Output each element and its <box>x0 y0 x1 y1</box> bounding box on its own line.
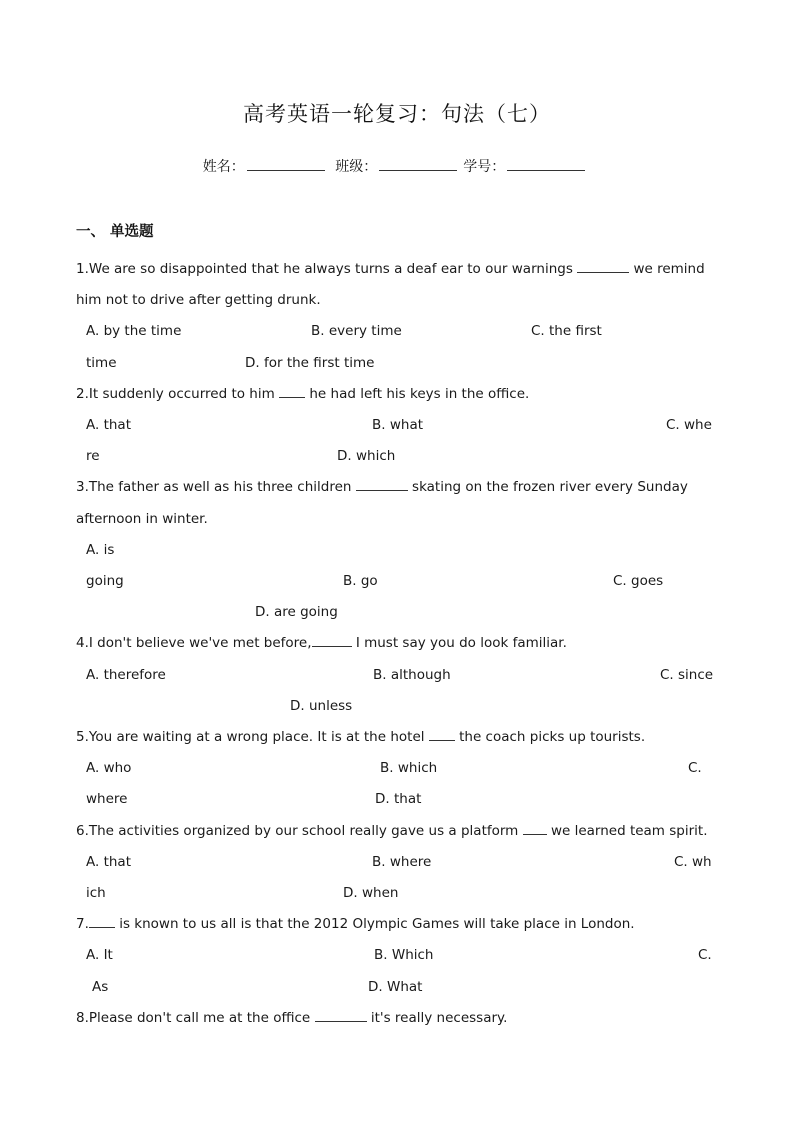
question-text: I must say you do look familiar. <box>355 635 567 651</box>
question-text: 3.The father as well as his three children <box>76 479 352 495</box>
option-a[interactable]: A. therefore <box>86 667 166 683</box>
name-label: 姓名： <box>202 159 245 175</box>
option-b[interactable]: B. what <box>372 417 424 433</box>
question-3-stem-cont: afternoon in winter. <box>76 511 208 527</box>
option-c-wrap[interactable]: ich <box>86 885 106 901</box>
option-c[interactable]: C. wh <box>674 854 712 870</box>
question-text: 8.Please don't call me at the office <box>76 1010 311 1026</box>
option-b[interactable]: B. Which <box>374 947 434 963</box>
answer-blank[interactable] <box>279 385 305 398</box>
question-text: 1.We are so disappointed that he always turns a deaf ear to our warnings <box>76 261 573 277</box>
option-b[interactable]: B. which <box>380 760 438 776</box>
question-2-stem <box>76 385 529 403</box>
option-d[interactable]: D. for the first time <box>245 355 375 371</box>
answer-blank[interactable] <box>429 728 455 741</box>
option-d[interactable]: D. which <box>337 448 396 464</box>
option-c[interactable]: C. <box>688 760 702 776</box>
question-6-stem <box>76 822 708 840</box>
answer-blank[interactable] <box>523 822 547 835</box>
question-text: the coach picks up tourists. <box>459 729 646 745</box>
option-c-wrap[interactable]: where <box>86 791 128 807</box>
option-a[interactable]: A. by the time <box>86 323 182 339</box>
question-text: 2.It suddenly occurred to him <box>76 386 275 402</box>
option-a[interactable]: A. It <box>86 947 113 963</box>
question-text: we learned team spirit. <box>550 823 708 839</box>
option-d[interactable]: D. when <box>343 885 399 901</box>
page-title: 高考英语一轮复习：句法（七） <box>243 102 551 126</box>
option-b[interactable]: B. where <box>372 854 432 870</box>
option-b[interactable]: B. although <box>373 667 451 683</box>
answer-blank[interactable] <box>312 634 352 647</box>
id-label: 学号： <box>463 159 506 175</box>
answer-blank[interactable] <box>315 1009 367 1022</box>
answer-blank[interactable] <box>356 478 408 491</box>
question-text: 6.The activities organized by our school really gave us a platform <box>76 823 519 839</box>
option-d[interactable]: D. unless <box>290 698 353 714</box>
question-text: we remind <box>633 261 705 277</box>
option-c[interactable]: C. since <box>660 667 714 683</box>
option-b[interactable]: B. every time <box>311 323 402 339</box>
class-label: 班级： <box>335 159 378 175</box>
id-blank[interactable] <box>507 158 585 171</box>
class-blank[interactable] <box>379 158 457 171</box>
question-4-stem <box>76 634 567 652</box>
name-blank[interactable] <box>247 158 325 171</box>
question-7-stem <box>76 915 635 933</box>
option-c[interactable]: C. whe <box>666 417 712 433</box>
question-text: skating on the frozen river every Sunday <box>412 479 688 495</box>
option-a[interactable]: A. is <box>86 542 115 558</box>
question-1-stem <box>76 260 705 278</box>
option-c[interactable]: C. goes <box>613 573 664 589</box>
option-d[interactable]: D. that <box>375 791 422 807</box>
option-c-wrap[interactable]: As <box>92 979 109 995</box>
option-a-wrap[interactable]: going <box>86 573 124 589</box>
question-text: 4.I don't believe we've met before, <box>76 635 312 651</box>
question-5-stem <box>76 728 645 746</box>
student-info <box>0 156 794 176</box>
question-text: 5.You are waiting at a wrong place. It is at the hotel <box>76 729 425 745</box>
question-3-stem <box>76 478 688 496</box>
option-d[interactable]: D. What <box>368 979 423 995</box>
question-text: 7. <box>76 916 89 932</box>
answer-blank[interactable] <box>89 915 115 928</box>
option-c[interactable]: C. <box>698 947 712 963</box>
question-text: he had left his keys in the office. <box>309 386 530 402</box>
option-a[interactable]: A. that <box>86 854 131 870</box>
question-1-stem-cont: him not to drive after getting drunk. <box>76 292 321 308</box>
option-a[interactable]: A. that <box>86 417 131 433</box>
question-8-stem <box>76 1009 507 1027</box>
option-c-wrap[interactable]: re <box>86 448 100 464</box>
option-a[interactable]: A. who <box>86 760 132 776</box>
option-c[interactable]: C. the first <box>531 323 602 339</box>
option-b[interactable]: B. go <box>343 573 378 589</box>
question-text: is known to us all is that the 2012 Olympic Games will take place in London. <box>119 916 635 932</box>
option-c-wrap[interactable]: time <box>86 355 117 371</box>
answer-blank[interactable] <box>577 260 629 273</box>
question-text: it's really necessary. <box>370 1010 508 1026</box>
section-heading: 一、 单选题 <box>76 224 154 240</box>
option-d[interactable]: D. are going <box>255 604 338 620</box>
